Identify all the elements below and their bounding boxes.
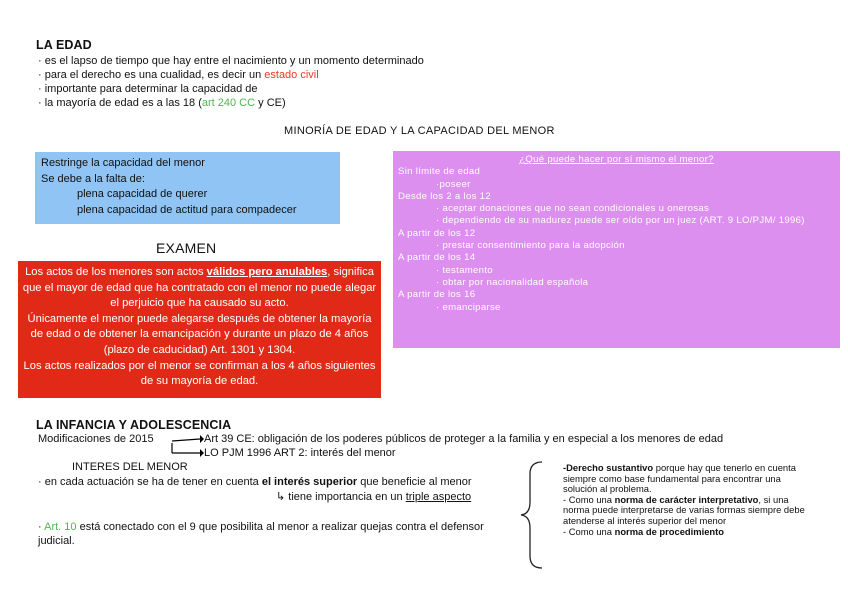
purple-list-item: · aceptar donaciones que no sean condicionales u onerosas [436, 203, 710, 215]
aspecto-2 [563, 495, 813, 527]
edad-bullet-2-text: · para el derecho es una cualidad, es decir un [38, 69, 265, 81]
purple-box-title: ¿Qué puede hacer por sí mismo el menor? [519, 154, 714, 165]
purple-list-item: Sin límite de edad [398, 166, 481, 178]
section-title-edad: LA EDAD [36, 38, 92, 52]
purple-list-item: · dependiendo de su madurez puede ser oído por un juez (ART. 9 LO/PJM/ 1996) [436, 215, 805, 227]
actos-menores-box [18, 261, 381, 398]
capacidad-line-4: plena capacidad de actitud para compadecer [77, 203, 297, 216]
interes-bullet-1 [38, 476, 472, 489]
minoria-title: MINORÍA DE EDAD Y LA CAPACIDAD DEL MENOR [284, 125, 555, 137]
lo-pjm-1996: LO PJM 1996 ART 2: interés del menor [204, 447, 396, 459]
section-title-infancia: LA INFANCIA Y ADOLESCENCIA [36, 418, 232, 432]
actos-p2: Únicamente el menor puede alegarse después de obtener la mayoría de edad o de obtener la emancipación y durante un plazo de 4 años (plazo de caducidad) Art. 1301 y 1304. [27, 312, 372, 356]
arrows-icon [170, 434, 204, 458]
interes-b2-pre: ↳ tiene importancia en un [276, 491, 406, 503]
art-10-link: Art. 10 [44, 521, 77, 533]
purple-list-item: · testamento [436, 264, 493, 276]
interes-superior: el interés superior [261, 476, 358, 488]
purple-list-item: A partir de los 12 [398, 227, 476, 239]
validos-anulables: válidos pero anulables [206, 266, 328, 278]
interes-b1-pre: · en cada actuación se ha de tener en cuenta [38, 476, 262, 488]
interes-b3-pre: · [38, 521, 45, 533]
arrow-line-1 [172, 439, 200, 441]
interes-b1-post: que beneficie al menor [357, 476, 472, 488]
aspecto-3 [563, 527, 813, 538]
examen-label: EXAMEN [156, 240, 217, 256]
capacidad-line-3: plena capacidad de querer [77, 188, 208, 200]
purple-box-list [398, 166, 835, 314]
capacidad-line-2: Se debe a la falta de: [41, 172, 145, 185]
modificaciones-2015: Modificaciones de 2015 [38, 433, 154, 445]
capacidad-box [35, 152, 340, 224]
edad-bullet-2 [38, 69, 319, 82]
actos-p3: Los actos realizados por el menor se confirman a los 4 años siguientes de su mayoría de edad. [23, 359, 376, 388]
interes-b3-post: está conectado con el 9 que posibilita al menor a realizar quejas contra el defensor judicial. [38, 521, 484, 547]
art-240-link: art 240 CC [201, 97, 256, 109]
aspecto-3-bold: norma de procedimiento [614, 525, 724, 537]
purple-list-item: A partir de los 16 [398, 289, 476, 301]
interes-bullet-2 [276, 491, 471, 504]
purple-list-item: ·poseer [436, 178, 471, 190]
edad-bullet-1: · es el lapso de tiempo que hay entre el nacimiento y un momento determinado [38, 55, 424, 67]
edad-bullet-3: · importante para determinar la capacidad de [38, 83, 258, 95]
aspecto-2-pre: - Como una [563, 493, 615, 505]
aspecto-2-text: , si una norma puede interpretarse de varias formas siempre debe atenderse al interés superior del menor [563, 493, 805, 526]
actos-p1-post: , significa que el mayor de edad que ha contratado con el menor no puede alegar el perjuicio que ha causado su acto. [22, 266, 377, 310]
purple-list-item: A partir de los 14 [398, 252, 476, 264]
edad-bullet-4-pre: · la mayoría de edad es a las 18 ( [38, 97, 202, 109]
brace-path [521, 462, 542, 568]
capacidad-line-1: Restringe la capacidad del menor [41, 157, 205, 169]
purple-list-item: · obtar por nacionalidad española [436, 276, 589, 288]
purple-list-item: · prestar consentimiento para la adopción [436, 240, 625, 252]
aspectos-list [563, 463, 813, 537]
curly-brace-icon [518, 460, 548, 570]
interes-bullet-3 [38, 520, 488, 548]
purple-list-item: · emanciparse [436, 301, 501, 313]
aspecto-1-bold: -Derecho sustantivo [563, 462, 654, 473]
aspecto-1-text: porque hay que tenerlo en cuenta siempre como base fundamental para encontrar una solución al problema. [563, 462, 796, 495]
edad-bullet-4 [38, 97, 286, 110]
art-39-ce: Art 39 CE: obligación de los poderes públicos de proteger a la familia y en especial a los menores de edad [204, 433, 724, 445]
aspecto-1 [563, 463, 813, 495]
actos-p1 [22, 265, 377, 312]
estado-civil-highlight: estado civil [264, 69, 319, 81]
interes-title: INTERES DEL MENOR [72, 461, 188, 473]
que-puede-hacer-box [393, 151, 840, 348]
aspecto-2-bold: norma de carácter interpretativo [614, 493, 759, 505]
actos-p1-pre: Los actos de los menores son actos [25, 266, 207, 278]
edad-bullet-4-post: y CE) [255, 97, 286, 109]
aspecto-3-pre: - Como una [563, 525, 615, 537]
purple-list-item: Desde los 2 a los 12 [398, 190, 491, 202]
triple-aspecto: triple aspecto [405, 491, 472, 503]
